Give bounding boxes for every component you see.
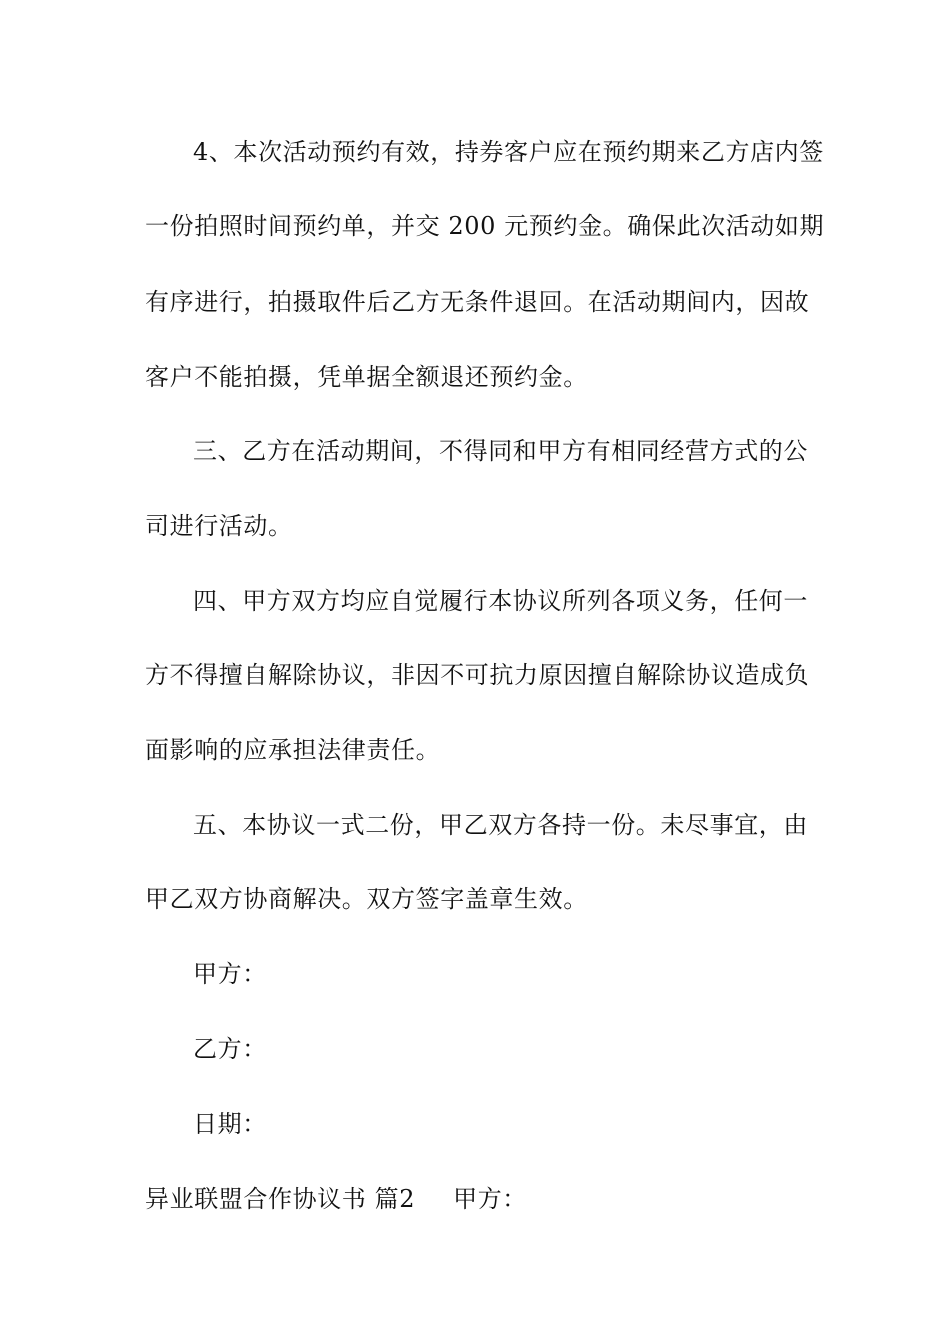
party-b-label: 乙方：	[193, 1035, 267, 1063]
paragraph-line: 有序进行，拍摄取件后乙方无条件退回。在活动期间内，因故	[145, 288, 810, 316]
paragraph-line: 4、本次活动预约有效，持券客户应在预约期来乙方店内签	[193, 138, 824, 166]
paragraph-line: 面影响的应承担法律责任。	[145, 736, 441, 764]
paragraph-line: 客户不能拍摄，凭单据全额退还预约金。	[145, 363, 588, 391]
section-title: 异业联盟合作协议书 篇2	[145, 1185, 416, 1213]
paragraph-line: 四、甲方双方均应自觉履行本协议所列各项义务，任何一	[193, 587, 808, 615]
paragraph-line: 方不得擅自解除协议，非因不可抗力原因擅自解除协议造成负	[145, 661, 810, 689]
paragraph-line: 一份拍照时间预约单，并交 200 元预约金。确保此次活动如期	[145, 212, 825, 240]
paragraph-line: 甲乙双方协商解决。双方签字盖章生效。	[145, 885, 588, 913]
party-a-label: 甲方：	[193, 960, 267, 988]
paragraph-line: 三、乙方在活动期间，不得同和甲方有相同经营方式的公	[193, 437, 808, 465]
next-party-a-label: 甲方：	[453, 1185, 527, 1213]
next-section-heading-line	[145, 1183, 527, 1215]
paragraph-line: 司进行活动。	[145, 512, 293, 540]
date-label: 日期：	[193, 1110, 267, 1138]
paragraph-line: 五、本协议一式二份，甲乙双方各持一份。未尽事宜，由	[193, 811, 808, 839]
